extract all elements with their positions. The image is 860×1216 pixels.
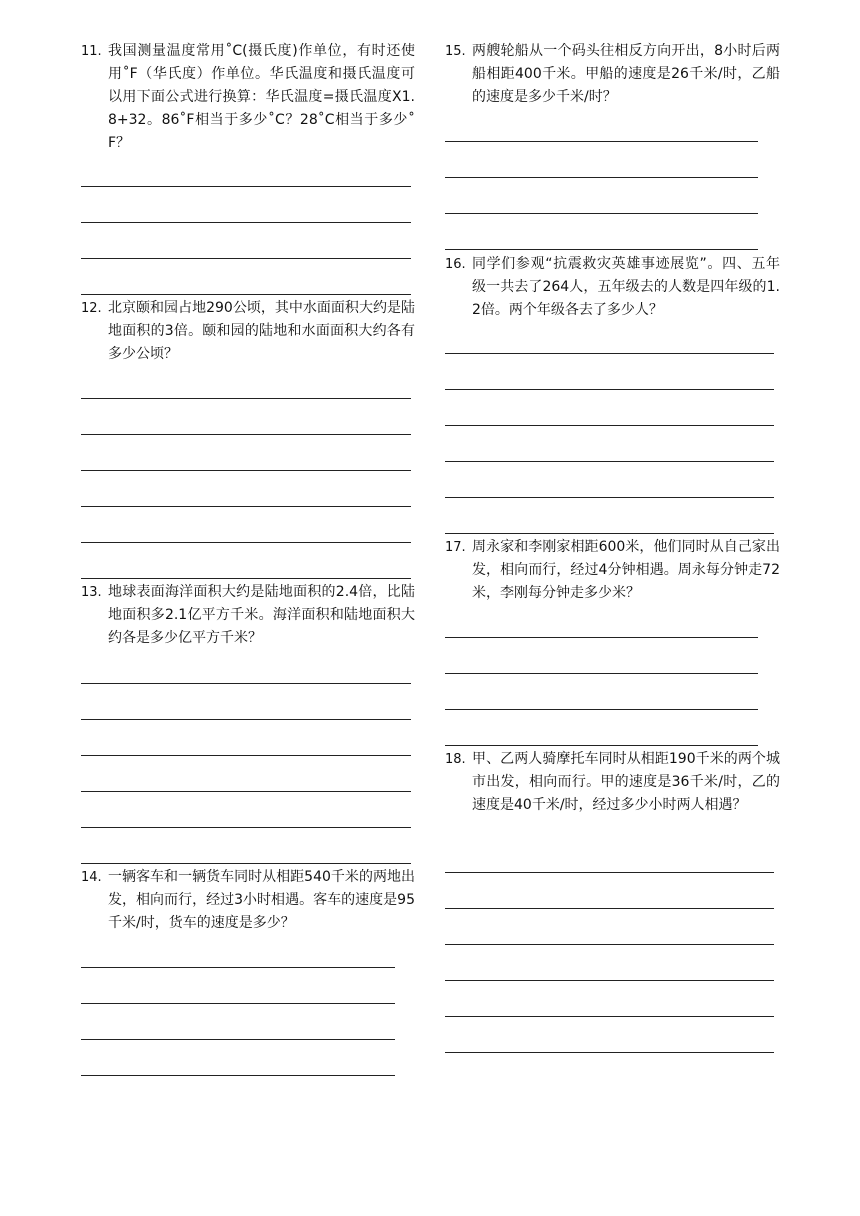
answer-line: [445, 533, 774, 534]
problem-text: 地球表面海洋面积大约是陆地面积的2.4倍，比陆地面积多2.1亿平方千米。海洋面积和陆地面积大约各是多少亿平方千米？: [108, 584, 415, 646]
answer-line: [81, 294, 411, 295]
answer-line: [445, 980, 774, 981]
problem-text: 北京颐和园占地290公顷，其中水面面积大约是陆地面积的3倍。颐和园的陆地和水面面积大约各有多少公顷？: [108, 300, 415, 362]
problem-14: [81, 866, 415, 935]
problem-15: [445, 40, 780, 109]
answer-line: [445, 389, 774, 390]
answer-line: [81, 863, 411, 864]
answer-line: [445, 497, 774, 498]
answer-line: [81, 470, 411, 471]
answer-line: [81, 258, 411, 259]
problem-number: 17.: [445, 540, 466, 555]
problem-text: 一辆客车和一辆货车同时从相距540千米的两地出发，相向而行，经过3小时相遇。客车的速度是95千米/时，货车的速度是多少？: [108, 869, 415, 931]
answer-line: [81, 186, 411, 187]
answer-line: [81, 1003, 395, 1004]
answer-line: [81, 1075, 395, 1076]
problem-number: 12.: [81, 301, 102, 316]
answer-line: [445, 249, 758, 250]
answer-line: [81, 506, 411, 507]
answer-line: [445, 177, 758, 178]
problem-11: [81, 40, 415, 155]
answer-line: [445, 709, 758, 710]
problem-text: 同学们参观“抗震救灾英雄事迹展览”。四、五年级一共去了264人，五年级去的人数是四年级的1.2倍。两个年级各去了多少人？: [472, 256, 780, 318]
answer-line: [445, 141, 758, 142]
answer-line: [445, 1016, 774, 1017]
answer-line: [81, 755, 411, 756]
answer-line: [445, 637, 758, 638]
problem-number: 11.: [81, 44, 102, 59]
answer-line: [81, 434, 411, 435]
answer-line: [445, 1052, 774, 1053]
problem-number: 14.: [81, 870, 102, 885]
problem-18: [445, 748, 780, 817]
problem-number: 18.: [445, 752, 466, 767]
answer-line: [81, 398, 411, 399]
problem-text: 甲、乙两人骑摩托车同时从相距190千米的两个城市出发，相向而行。甲的速度是36千米/时，乙的速度是40千米/时，经过多少小时两人相遇？: [472, 751, 780, 813]
answer-line: [81, 827, 411, 828]
answer-line: [81, 542, 411, 543]
problem-text: 两艘轮船从一个码头往相反方向开出，8小时后两船相距400千米。甲船的速度是26千米/时，乙船的速度是多少千米/时？: [472, 43, 780, 105]
answer-line: [81, 791, 411, 792]
answer-line: [81, 719, 411, 720]
problem-text: 我国测量温度常用˚C(摄氏度)作单位，有时还使用˚F（华氏度）作单位。华氏温度和摄氏温度可以用下面公式进行换算：华氏温度=摄氏温度X1.8+32。86˚F相当于多少˚C？28˚C相当于多少˚F？: [108, 43, 415, 151]
problem-number: 16.: [445, 257, 466, 272]
answer-line: [445, 425, 774, 426]
problem-13: [81, 581, 415, 650]
problem-text: 周永家和李刚家相距600米，他们同时从自己家出发，相向而行，经过4分钟相遇。周永每分钟走72米，李刚每分钟走多少米？: [472, 539, 780, 601]
answer-line: [445, 673, 758, 674]
problem-number: 15.: [445, 44, 466, 59]
answer-line: [81, 222, 411, 223]
answer-line: [445, 461, 774, 462]
answer-line: [81, 1039, 395, 1040]
answer-line: [445, 353, 774, 354]
answer-line: [445, 872, 774, 873]
answer-line: [81, 967, 395, 968]
problem-17: [445, 536, 780, 605]
answer-line: [445, 908, 774, 909]
answer-line: [445, 745, 758, 746]
answer-line: [445, 944, 774, 945]
answer-line: [81, 683, 411, 684]
problem-number: 13.: [81, 585, 102, 600]
answer-line: [445, 213, 758, 214]
answer-line: [81, 578, 411, 579]
problem-12: [81, 297, 415, 366]
problem-16: [445, 253, 780, 322]
